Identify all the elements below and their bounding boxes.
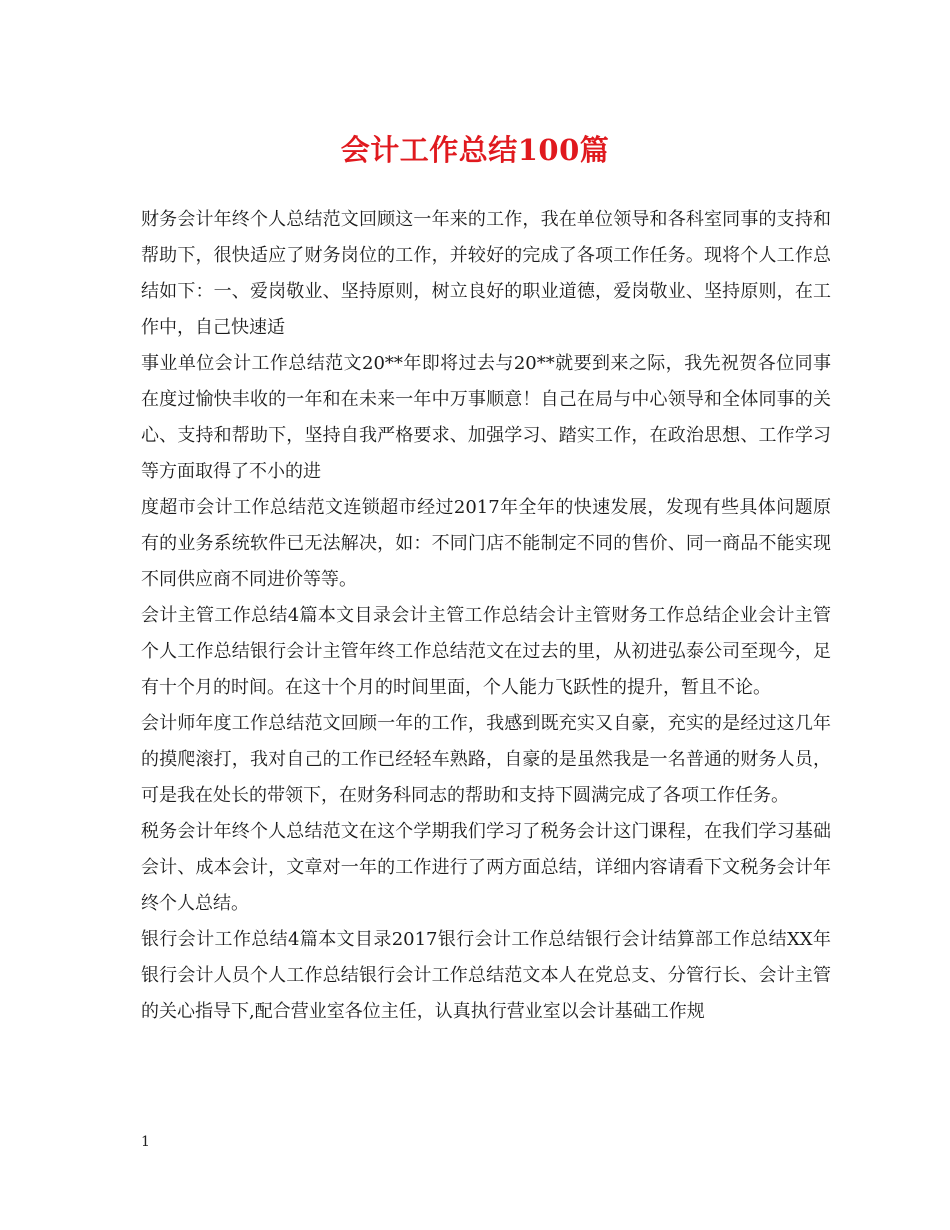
- paragraph-6: 税务会计年终个人总结范文在这个学期我们学习了税务会计这门课程，在我们学习基础会计、成本会计，文章对一年的工作进行了两方面总结，详细内容请看下文税务会计年终个人总结。: [141, 821, 831, 914]
- document-body: [141, 202, 831, 1030]
- paragraph-2: 事业单位会计工作总结范文20**年即将过去与20**就要到来之际，我先祝贺各位同事在度过愉快丰收的一年和在未来一年中万事顺意！自己在局与中心领导和全体同事的关心、支持和帮助下，坚持自我严格要求、加强学习、踏实工作，在政治思想、工作学习等方面取得了不小的进: [141, 353, 831, 482]
- paragraph-5: 会计师年度工作总结范文回顾一年的工作，我感到既充实又自豪，充实的是经过这几年的摸爬滚打，我对自己的工作已经轻车熟路，自豪的是虽然我是一名普通的财务人员，可是我在处长的带领下，在财务科同志的帮助和支持下圆满完成了各项工作任务。: [141, 713, 831, 806]
- paragraph-1: 财务会计年终个人总结范文回顾这一年来的工作，我在单位领导和各科室同事的支持和帮助下，很快适应了财务岗位的工作，并较好的完成了各项工作任务。现将个人工作总结如下：一、爱岗敬业、坚持原则，树立良好的职业道德，爱岗敬业、坚持原则，在工作中，自己快速适: [141, 209, 831, 338]
- paragraph-4: 会计主管工作总结4篇本文目录会计主管工作总结会计主管财务工作总结企业会计主管个人工作总结银行会计主管年终工作总结范文在过去的里，从初进弘泰公司至现今，足有十个月的时间。在这十个月的时间里面，个人能力飞跃性的提升，暂且不论。: [141, 605, 831, 698]
- paragraph-7: 银行会计工作总结4篇本文目录2017银行会计工作总结银行会计结算部工作总结XX年银行会计人员个人工作总结银行会计工作总结范文本人在党总支、分管行长、会计主管的关心指导下,配合营业室各位主任，认真执行营业室以会计基础工作规: [141, 929, 831, 1022]
- paragraph-3: 度超市会计工作总结范文连锁超市经过2017年全年的快速发展，发现有些具体问题原有的业务系统软件已无法解决，如：不同门店不能制定不同的售价、同一商品不能实现不同供应商不同进价等等。: [141, 497, 831, 590]
- page-number: 1: [141, 1134, 150, 1150]
- document-title: 会计工作总结100篇: [340, 133, 610, 167]
